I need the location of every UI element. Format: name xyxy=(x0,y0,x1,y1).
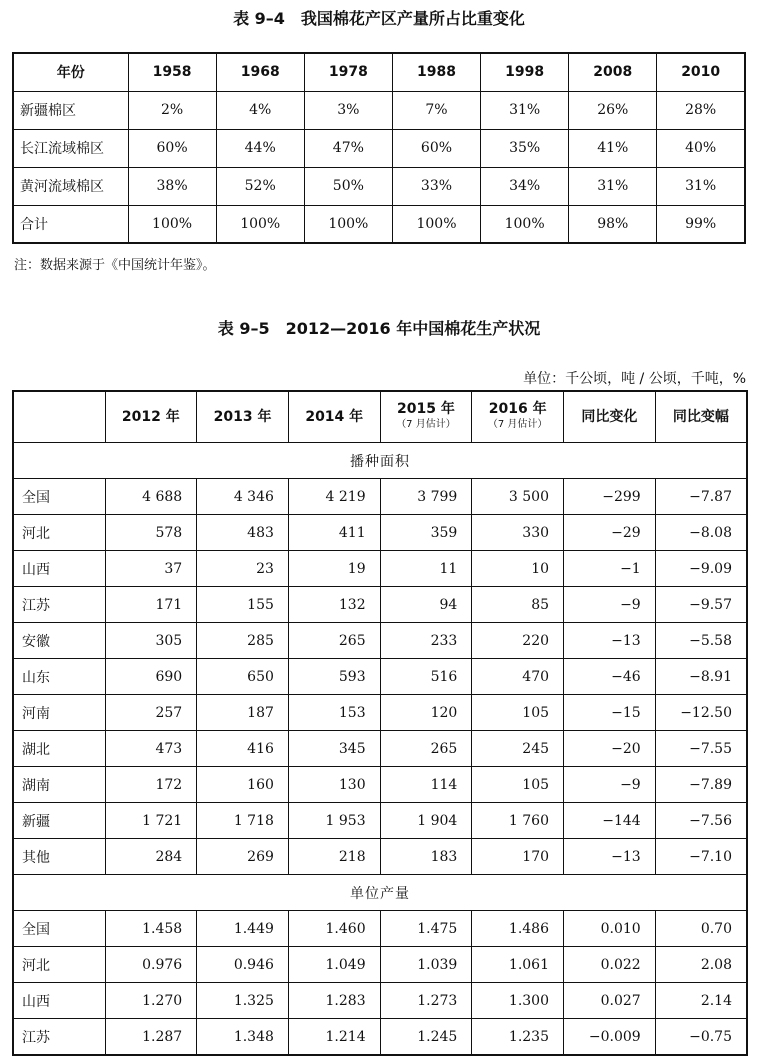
table-cell: 37 xyxy=(105,551,197,587)
table-cell: −12.50 xyxy=(655,695,747,731)
table-cell: −15 xyxy=(564,695,656,731)
row-label: 全国 xyxy=(13,479,105,515)
table-cell: −13 xyxy=(564,839,656,875)
table-cell: 1.449 xyxy=(197,911,289,947)
table-cell: 35% xyxy=(481,129,569,167)
table-cell: 1.245 xyxy=(380,1019,472,1056)
table2-header-cell xyxy=(197,391,289,443)
table-cell: 10 xyxy=(472,551,564,587)
table-cell: 220 xyxy=(472,623,564,659)
row-label: 新疆棉区 xyxy=(13,91,128,129)
table-cell: 183 xyxy=(380,839,472,875)
table-row xyxy=(13,1019,747,1056)
table-cell: 2.14 xyxy=(655,983,747,1019)
table-cell: 60% xyxy=(128,129,216,167)
table-cell: −9.57 xyxy=(655,587,747,623)
table-cell: 4 688 xyxy=(105,479,197,515)
table-row xyxy=(13,803,747,839)
table-cell: 411 xyxy=(288,515,380,551)
table-row xyxy=(13,515,747,551)
table-cell: 473 xyxy=(105,731,197,767)
table-cell: 0.70 xyxy=(655,911,747,947)
table-cell: 1.300 xyxy=(472,983,564,1019)
header-sub: （7 月估计） xyxy=(487,419,548,430)
table1 xyxy=(12,52,746,244)
table-cell: 470 xyxy=(472,659,564,695)
table-cell: 105 xyxy=(472,695,564,731)
table-row xyxy=(13,129,745,167)
table-cell: 1.486 xyxy=(472,911,564,947)
row-label: 其他 xyxy=(13,839,105,875)
table-cell: −5.58 xyxy=(655,623,747,659)
table-cell: 245 xyxy=(472,731,564,767)
table-cell: 1.049 xyxy=(288,947,380,983)
table-cell: −9.09 xyxy=(655,551,747,587)
table-cell: 1.348 xyxy=(197,1019,289,1056)
table-cell: 345 xyxy=(288,731,380,767)
table-cell: 100% xyxy=(128,205,216,243)
table-cell: 690 xyxy=(105,659,197,695)
row-label: 长江流域棉区 xyxy=(13,129,128,167)
table-cell: 1 760 xyxy=(472,803,564,839)
table-cell: 44% xyxy=(216,129,304,167)
row-label: 合计 xyxy=(13,205,128,243)
table-cell: 359 xyxy=(380,515,472,551)
header-main: 2015 年 xyxy=(397,401,455,417)
table-cell: 172 xyxy=(105,767,197,803)
table-cell: 98% xyxy=(569,205,657,243)
table1-header-cell: 1998 xyxy=(481,53,569,91)
table-cell: 578 xyxy=(105,515,197,551)
table1-header-cell: 1988 xyxy=(392,53,480,91)
table-cell: 132 xyxy=(288,587,380,623)
table-cell: 130 xyxy=(288,767,380,803)
table-cell: 120 xyxy=(380,695,472,731)
section-area-row xyxy=(13,443,747,479)
table-cell: 11 xyxy=(380,551,472,587)
table-cell: 100% xyxy=(304,205,392,243)
section-yield: 单位产量 xyxy=(13,875,747,911)
header-main: 2012 年 xyxy=(121,409,180,425)
row-label: 全国 xyxy=(13,911,105,947)
table-cell: 1.283 xyxy=(288,983,380,1019)
table-row xyxy=(13,623,747,659)
table-cell: −9 xyxy=(564,767,656,803)
table-cell: 1.235 xyxy=(472,1019,564,1056)
table-cell: 60% xyxy=(392,129,480,167)
table-row xyxy=(13,911,747,947)
table-cell: 2.08 xyxy=(655,947,747,983)
table-cell: 4 346 xyxy=(197,479,289,515)
table-cell: 1.270 xyxy=(105,983,197,1019)
section-yield-row xyxy=(13,875,747,911)
table-cell: 28% xyxy=(657,91,745,129)
table-cell: 269 xyxy=(197,839,289,875)
table1-header-cell: 1958 xyxy=(128,53,216,91)
table-cell: 265 xyxy=(288,623,380,659)
table-cell: 330 xyxy=(472,515,564,551)
table-cell: −9 xyxy=(564,587,656,623)
table-cell: 516 xyxy=(380,659,472,695)
row-label: 河北 xyxy=(13,515,105,551)
table-cell: 305 xyxy=(105,623,197,659)
table-cell: 3 799 xyxy=(380,479,472,515)
table-cell: 26% xyxy=(569,91,657,129)
table-cell: 38% xyxy=(128,167,216,205)
table-cell: 0.022 xyxy=(564,947,656,983)
table-cell: 187 xyxy=(197,695,289,731)
table-cell: −46 xyxy=(564,659,656,695)
table-cell: 1.214 xyxy=(288,1019,380,1056)
table-row xyxy=(13,767,747,803)
table-cell: −8.91 xyxy=(655,659,747,695)
table-cell: 218 xyxy=(288,839,380,875)
table-cell: 1.325 xyxy=(197,983,289,1019)
table2-header-cell xyxy=(564,391,656,443)
table-row xyxy=(13,839,747,875)
header-main: 同比变幅 xyxy=(672,409,729,425)
table-cell: −7.55 xyxy=(655,731,747,767)
table-cell: 100% xyxy=(216,205,304,243)
row-label: 黄河流域棉区 xyxy=(13,167,128,205)
table-cell: 31% xyxy=(481,91,569,129)
table-row xyxy=(13,587,747,623)
table-cell: 50% xyxy=(304,167,392,205)
table-row xyxy=(13,731,747,767)
table-cell: 100% xyxy=(392,205,480,243)
table-cell: 1.475 xyxy=(380,911,472,947)
table-cell: 1.039 xyxy=(380,947,472,983)
table-cell: 593 xyxy=(288,659,380,695)
table-cell: 3% xyxy=(304,91,392,129)
table-cell: −144 xyxy=(564,803,656,839)
table-cell: 257 xyxy=(105,695,197,731)
header-main: 2013 年 xyxy=(213,409,272,425)
table2-unit: 单位：千公顷，吨 / 公顷，千吨，% xyxy=(523,371,746,387)
table-cell: 31% xyxy=(569,167,657,205)
table-cell: −13 xyxy=(564,623,656,659)
table-cell: 1 904 xyxy=(380,803,472,839)
table-cell: 34% xyxy=(481,167,569,205)
row-label: 山东 xyxy=(13,659,105,695)
table-cell: 170 xyxy=(472,839,564,875)
table-cell: 233 xyxy=(380,623,472,659)
table-cell: 650 xyxy=(197,659,289,695)
table-cell: 3 500 xyxy=(472,479,564,515)
table-cell: 0.976 xyxy=(105,947,197,983)
row-label: 江苏 xyxy=(13,587,105,623)
table-cell: 40% xyxy=(657,129,745,167)
table-cell: 19 xyxy=(288,551,380,587)
table-cell: −7.56 xyxy=(655,803,747,839)
table1-header-row xyxy=(13,53,745,91)
table-cell: −20 xyxy=(564,731,656,767)
row-label: 江苏 xyxy=(13,1019,105,1056)
table2-title: 表 9–5 2012—2016 年中国棉花生产状况 xyxy=(217,319,541,338)
table-cell: −1 xyxy=(564,551,656,587)
table-cell: 100% xyxy=(481,205,569,243)
table2-header-cell xyxy=(472,391,564,443)
table-row xyxy=(13,983,747,1019)
table-cell: 1.460 xyxy=(288,911,380,947)
row-label: 新疆 xyxy=(13,803,105,839)
table-cell: 4 219 xyxy=(288,479,380,515)
table-cell: 7% xyxy=(392,91,480,129)
table-cell: 155 xyxy=(197,587,289,623)
table-cell: 1.287 xyxy=(105,1019,197,1056)
table-cell: 85 xyxy=(472,587,564,623)
table-row xyxy=(13,205,745,243)
row-label: 河南 xyxy=(13,695,105,731)
table-cell: 265 xyxy=(380,731,472,767)
header-sub: （7 月估计） xyxy=(396,419,456,430)
table-cell: −7.87 xyxy=(655,479,747,515)
header-main: 同比变化 xyxy=(581,409,638,425)
table1-header-cell: 1968 xyxy=(216,53,304,91)
header-main: 2014 年 xyxy=(305,409,364,425)
table2-header-cell xyxy=(13,391,105,443)
table-cell: 0.027 xyxy=(564,983,656,1019)
table-cell: −299 xyxy=(564,479,656,515)
table-row xyxy=(13,551,747,587)
row-label: 河北 xyxy=(13,947,105,983)
table1-note: 注：数据来源于《中国统计年鉴》。 xyxy=(14,258,216,273)
row-label: 山西 xyxy=(13,551,105,587)
table2-header-cell xyxy=(655,391,747,443)
table2-header-row xyxy=(13,391,747,443)
table-cell: 105 xyxy=(472,767,564,803)
table-cell: 1.061 xyxy=(472,947,564,983)
table-cell: 483 xyxy=(197,515,289,551)
table-cell: 1 721 xyxy=(105,803,197,839)
row-label: 安徽 xyxy=(13,623,105,659)
row-label: 湖南 xyxy=(13,767,105,803)
table-cell: 94 xyxy=(380,587,472,623)
row-label: 山西 xyxy=(13,983,105,1019)
table-cell: 31% xyxy=(657,167,745,205)
table-cell: 1 718 xyxy=(197,803,289,839)
table-cell: 1.458 xyxy=(105,911,197,947)
table1-header-cell: 1978 xyxy=(304,53,392,91)
table-cell: 153 xyxy=(288,695,380,731)
table-cell: 4% xyxy=(216,91,304,129)
table-row xyxy=(13,659,747,695)
table-row xyxy=(13,695,747,731)
table-cell: 52% xyxy=(216,167,304,205)
table-row xyxy=(13,947,747,983)
table2-header-cell xyxy=(105,391,197,443)
table-cell: 0.946 xyxy=(197,947,289,983)
row-label: 湖北 xyxy=(13,731,105,767)
table-cell: 41% xyxy=(569,129,657,167)
table-cell: 285 xyxy=(197,623,289,659)
table-cell: −7.10 xyxy=(655,839,747,875)
table-cell: −0.75 xyxy=(655,1019,747,1056)
table-cell: 2% xyxy=(128,91,216,129)
table1-title: 表 9–4 我国棉花产区产量所占比重变化 xyxy=(233,9,525,28)
table-cell: −7.89 xyxy=(655,767,747,803)
table1-header-cell: 年份 xyxy=(13,53,128,91)
table2 xyxy=(12,390,748,1056)
table-row xyxy=(13,91,745,129)
header-main: 2016 年 xyxy=(488,401,547,417)
table2-header-cell xyxy=(380,391,472,443)
table-cell: 33% xyxy=(392,167,480,205)
table-cell: 1 953 xyxy=(288,803,380,839)
table-cell: 160 xyxy=(197,767,289,803)
table-cell: −8.08 xyxy=(655,515,747,551)
table-cell: 0.010 xyxy=(564,911,656,947)
table-cell: 284 xyxy=(105,839,197,875)
table-cell: −0.009 xyxy=(564,1019,656,1056)
table-cell: 47% xyxy=(304,129,392,167)
table1-header-cell: 2010 xyxy=(657,53,745,91)
section-area: 播种面积 xyxy=(13,443,747,479)
table2-header-cell xyxy=(288,391,380,443)
table1-header-cell: 2008 xyxy=(569,53,657,91)
table-row xyxy=(13,479,747,515)
table-cell: 416 xyxy=(197,731,289,767)
table-cell: 99% xyxy=(657,205,745,243)
table-cell: 23 xyxy=(197,551,289,587)
table-cell: 1.273 xyxy=(380,983,472,1019)
table-cell: 171 xyxy=(105,587,197,623)
table-row xyxy=(13,167,745,205)
table-cell: −29 xyxy=(564,515,656,551)
table-cell: 114 xyxy=(380,767,472,803)
